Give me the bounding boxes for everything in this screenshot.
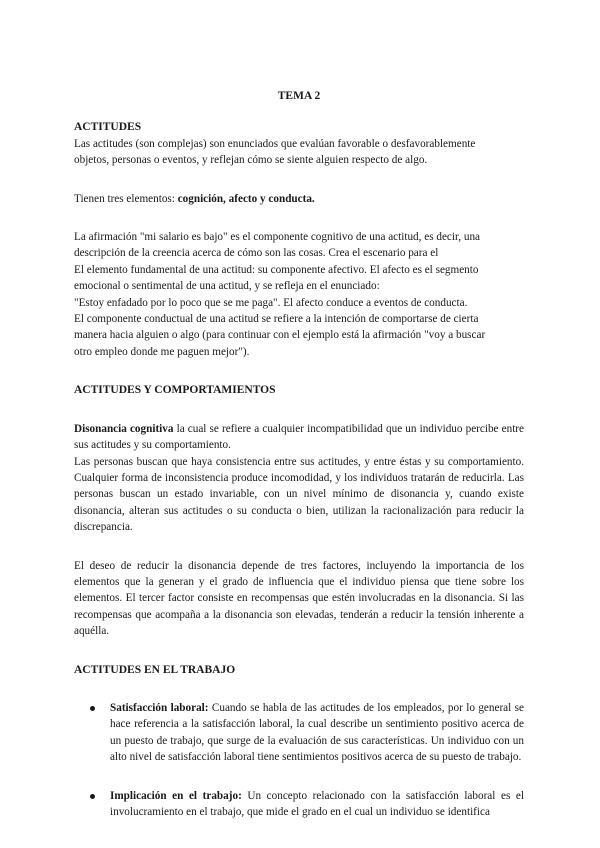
dissonance-definition-text: la cual se refiere a cualquier incompatibilidad que un individuo percibe entre sus actitudes y su comportamiento. — [74, 422, 524, 452]
explanation-line-1: La afirmación "mi salario es bajo" es el componente cognitivo de una actitud, es decir, una — [74, 231, 481, 244]
section-heading-actitudes: ACTITUDES — [74, 121, 142, 134]
section-heading-comportamientos: ACTITUDES Y COMPORTAMIENTOS — [74, 384, 276, 397]
bullet-icon — [90, 706, 95, 711]
elements-paragraph — [74, 191, 524, 207]
work-attitudes-list — [74, 700, 524, 820]
intro-line-2: objetos, personas o eventos, y reflejan cómo se siente alguien respecto de algo. — [74, 154, 428, 167]
explanation-line-3: El elemento fundamental de una actitud: su componente afectivo. El afecto es el segmento — [74, 263, 479, 276]
explanation-line-6: El componente conductual de una actitud se refiere a la intención de comportarse de cierta — [74, 313, 479, 326]
explanation-line-7: manera hacia alguien o algo (para continuar con el ejemplo está la afirmación "voy a buscar — [74, 329, 486, 342]
document-content — [74, 88, 524, 820]
elements-bold: cognición, afecto y conducta. — [177, 192, 315, 205]
dissonance-definition — [74, 421, 524, 454]
elements-prefix: Tienen tres elementos: — [74, 192, 178, 205]
intro-line-1: Las actitudes (son complejas) son enunciados que evalúan favorable o desfavorablemente — [74, 137, 476, 150]
list-item-term: Satisfacción laboral: — [110, 701, 209, 714]
factors-paragraph: El deseo de reducir la disonancia depende de tres factores, incluyendo la importancia de los elementos que la generan y el grado de influencia que el individuo piensa que tiene sobre los elementos. El tercer factor consiste en recompensas que estén involucradas en la disonancia. Si las recompensas que acompaña a la disonancia son elevadas, tenderán a reducir la tensión inherente a aquélla. — [74, 559, 524, 638]
explanation-line-4: emocional o sentimental de una actitud, y se refleja en el enunciado: — [74, 280, 380, 293]
explanation-line-2: descripción de la creencia acerca de cómo son las cosas. Crea el escenario para el — [74, 247, 439, 260]
list-item-implicacion — [74, 788, 524, 821]
section-heading-trabajo: ACTITUDES EN EL TRABAJO — [74, 663, 236, 676]
list-item-text: Cuando se habla de las actitudes de los empleados, por lo general se hace referencia a la satisfacción laboral, la cual describe un sentimiento positivo acerca de un puesto de trabajo, que surge de la evaluación de sus características. Un individuo con un alto nivel de satisfacción laboral tiene sentimientos positivos acerca de su puesto de trabajo. — [110, 701, 524, 764]
explanation-line-8: otro empleo donde me paguen mejor"). — [74, 345, 250, 358]
list-item-text: Un concepto relacionado con la satisfacción laboral es el involucramiento en el trabajo, que mide el grado en el cual un individuo se identifica — [110, 789, 524, 818]
page-title: TEMA 2 — [277, 90, 321, 102]
explanation-line-5: "Estoy enfadado por lo poco que se me paga". El afecto conduce a eventos de conducta. — [74, 296, 468, 309]
list-item-term: Implicación en el trabajo: — [110, 789, 242, 802]
list-item-satisfaccion — [74, 700, 524, 766]
dissonance-term: Disonancia cognitiva — [74, 422, 174, 435]
bullet-icon — [90, 794, 95, 799]
consistency-paragraph: Las personas buscan que haya consistencia entre sus actitudes, y entre éstas y su comportamiento. Cualquier forma de inconsistencia produce incomodidad, y los individuos tratarán de reducirla. Las personas buscan un estado invariable, con un nivel mínimo de disonancia y, cuando existe disonancia, alteran sus actitudes o su conducta o bien, utilizan la racionalización para reducir la discrepancia. — [74, 455, 524, 534]
